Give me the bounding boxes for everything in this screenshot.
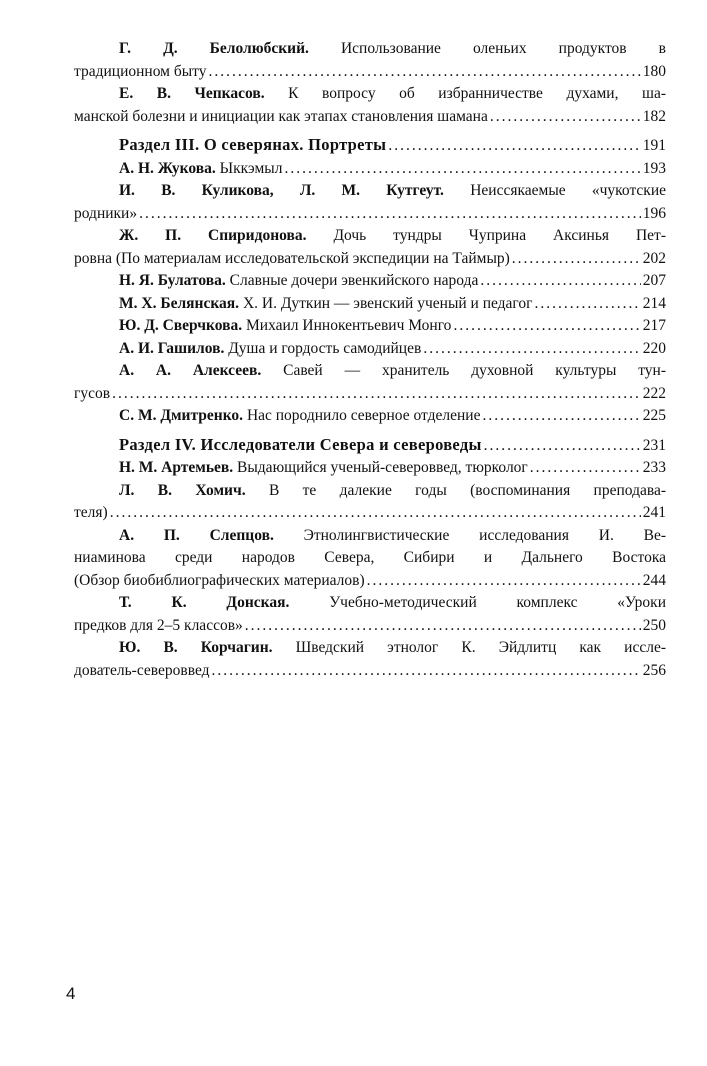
section-heading: Раздел III. О северянах. Портреты <box>119 135 387 154</box>
entry-title: Этнолингвистические исследования И. Ве- <box>303 526 666 544</box>
entry-title: Выдающийся ученый-североввед, тюрколог <box>237 459 528 476</box>
page-ref: 182 <box>642 107 666 125</box>
leader-dots <box>212 660 641 683</box>
entry-title: Савей — хранитель духовной культуры тун- <box>283 362 667 379</box>
page-ref: 231 <box>642 436 666 454</box>
toc-entry-sverchkova <box>74 315 666 338</box>
entry-title: Х. И. Дуткин — эвенский ученый и педагог <box>242 294 533 312</box>
entry-author: Н. Я. Булатова. <box>119 272 226 289</box>
leader-dots <box>453 315 640 338</box>
page-ref: 244 <box>642 571 666 589</box>
table-of-contents <box>74 38 666 682</box>
entry-author: С. М. Дмитренко. <box>119 407 244 424</box>
entry-title: Ыккэмыл <box>219 159 283 177</box>
entry-title-cont: традиционном быту <box>74 62 207 80</box>
entry-title-cont: гусов <box>74 384 111 402</box>
page-number: 4 <box>66 984 76 1003</box>
page-ref: 256 <box>642 661 666 679</box>
entry-author: Е. В. Чепкасов. <box>119 85 265 102</box>
entry-title: К вопросу об избранничестве духами, ша- <box>288 85 666 102</box>
toc-section-3 <box>74 134 666 158</box>
leader-dots <box>535 293 641 316</box>
toc-entry-belyanskaya <box>74 293 666 316</box>
leader-dots <box>208 61 640 84</box>
entry-author: Н. М. Артемьев. <box>119 459 234 476</box>
entry-title: Нас породнило северное отделение <box>246 407 481 424</box>
toc-entry-gashilov <box>74 338 666 361</box>
leader-dots <box>367 570 641 593</box>
toc-section-4 <box>74 434 666 458</box>
entry-title-cont: родники» <box>74 204 138 222</box>
page-ref: 222 <box>642 384 666 402</box>
leader-dots <box>480 270 640 293</box>
entry-author: А. Н. Жукова. <box>119 159 216 177</box>
entry-author: Ж. П. Спиридонова. <box>119 227 307 244</box>
toc-entry-bulatova <box>74 270 666 293</box>
page-ref: 191 <box>642 137 666 154</box>
leader-dots <box>490 106 641 129</box>
toc-entry-chepkasov <box>74 83 666 128</box>
page-ref: 220 <box>642 339 666 357</box>
entry-title: Славные дочери эвенкийского народа <box>229 272 479 289</box>
entry-title: Душа и гордость самодийцев <box>228 339 422 357</box>
entry-author: Г. Д. Белолюбский. <box>119 40 309 57</box>
entry-title-cont: ровна (По материалам исследовательской экспедиции на Таймыр) <box>74 249 510 267</box>
toc-entry-spiridonova <box>74 225 666 270</box>
toc-entry-kulikova <box>74 180 666 225</box>
entry-title-cont: ниаминова среди народов Севера, Сибири и Дальнего Востока <box>74 549 666 566</box>
page-ref: 241 <box>642 504 666 521</box>
toc-entry-donskaya <box>74 592 666 637</box>
entry-title: Учебно-методический комплекс «Уроки <box>329 594 666 611</box>
leader-dots <box>110 502 641 525</box>
entry-author: И. В. Куликова, Л. М. Кутгеут. <box>119 182 444 199</box>
toc-entry-sleptsov <box>74 525 666 593</box>
leader-dots <box>284 158 640 181</box>
entry-title: Михаил Иннокентьевич Монго <box>246 317 452 334</box>
leader-dots <box>484 435 641 458</box>
entry-author: А. П. Слепцов. <box>119 526 274 544</box>
page-ref: 250 <box>642 616 666 634</box>
entry-author: Ю. В. Корчагин. <box>119 639 273 656</box>
toc-entry-khomich <box>74 480 666 525</box>
toc-entry-alekseev <box>74 360 666 405</box>
section-heading: Раздел IV. Исследователи Севера и североведы <box>119 434 482 454</box>
entry-title: Шведский этнолог К. Эйдлитц как иссле- <box>295 639 667 656</box>
toc-entry-dmitrenko <box>74 405 666 428</box>
entry-title: Неиссякаемые «чукотские <box>470 182 667 199</box>
leader-dots <box>245 615 641 638</box>
leader-dots <box>423 338 640 361</box>
entry-title: В те далекие годы (воспоминания преподава- <box>268 481 666 499</box>
entry-title: Использование оленьих продуктов в <box>340 40 666 57</box>
page-ref: 202 <box>642 249 666 267</box>
page-ref: 180 <box>642 62 666 80</box>
entry-title-cont: (Обзор биобиблиографических материалов) <box>74 571 365 589</box>
entry-title-cont: дователь-североввед <box>74 661 210 679</box>
entry-title: Дочь тундры Чуприна Аксинья Пет- <box>333 227 666 244</box>
leader-dots <box>512 248 641 271</box>
toc-entry-korchagin <box>74 637 666 682</box>
entry-author: Т. К. Донская. <box>119 594 290 611</box>
toc-entry-belolyubsky <box>74 38 666 83</box>
page-ref: 217 <box>642 317 666 334</box>
page-ref: 225 <box>642 407 666 424</box>
entry-title-cont: теля) <box>74 504 108 521</box>
entry-title-cont: манской болезни и инициации как этапах становления шамана <box>74 107 488 125</box>
entry-author: Ю. Д. Сверчкова. <box>119 317 243 334</box>
leader-dots <box>139 203 641 226</box>
leader-dots <box>530 457 641 480</box>
entry-author: А. И. Гашилов. <box>119 339 225 357</box>
leader-dots <box>112 383 641 406</box>
page-ref: 233 <box>642 459 666 476</box>
leader-dots <box>388 135 640 158</box>
entry-title-cont: предков для 2–5 классов» <box>74 616 243 634</box>
page-ref: 193 <box>642 159 666 177</box>
page-ref: 207 <box>642 272 666 289</box>
toc-entry-zhukova <box>74 158 666 181</box>
entry-author: А. А. Алексеев. <box>119 362 262 379</box>
toc-entry-artemyev <box>74 457 666 480</box>
entry-author: Л. В. Хомич. <box>119 481 246 499</box>
entry-author: М. Х. Белянская. <box>119 294 240 312</box>
page-ref: 196 <box>642 204 666 222</box>
leader-dots <box>482 405 640 428</box>
page-ref: 214 <box>642 294 666 312</box>
